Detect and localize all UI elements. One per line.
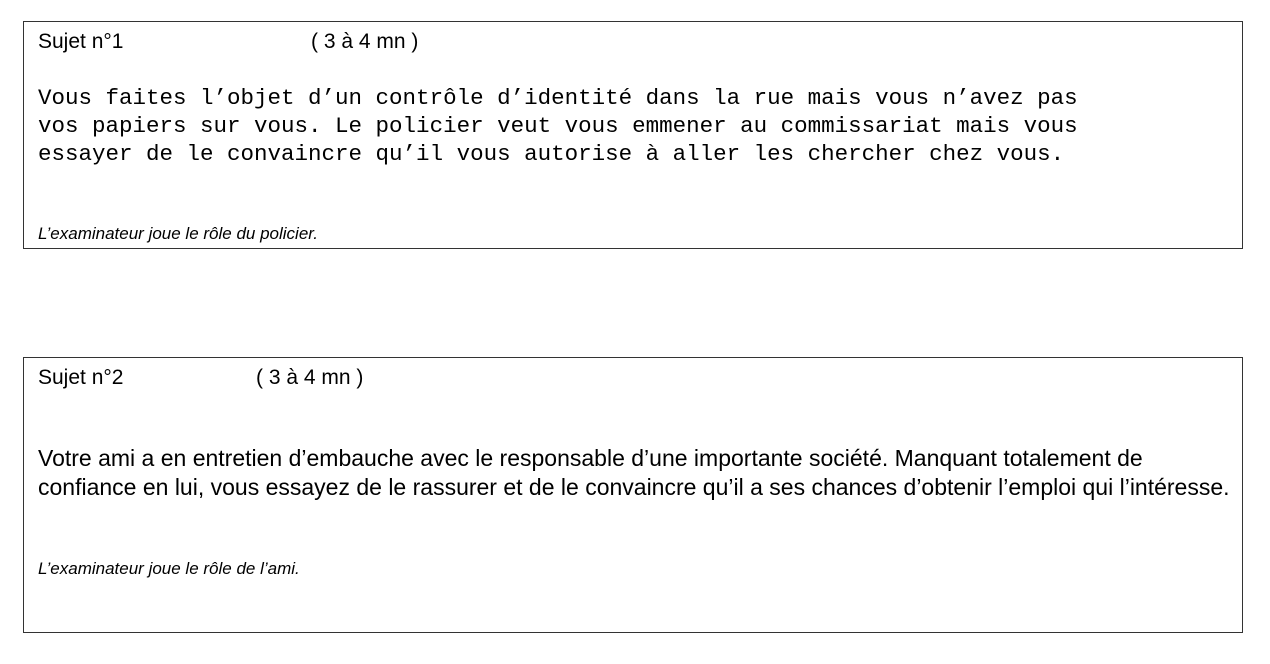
subject-1-text-line: essayer de le convaincre qu’il vous autorise à aller les chercher chez vous. [38,141,1065,167]
subject-1-title: Sujet n°1 [38,30,124,53]
subject-1-text-line: Vous faites l’objet d’un contrôle d’identité dans la rue mais vous n’avez pas [38,85,1078,111]
subject-1-box [23,21,1243,249]
subject-1-examiner-note: L’examinateur joue le rôle du policier. [38,224,319,243]
subject-2-text: Votre ami a en entretien d’embauche avec le responsable d’une importante société. Manquant totalement de confiance en lui, vous essayez de le rassurer et de le convaincre qu’il a ses chances d’obtenir l’emploi qui l’intéresse. [38,445,1230,500]
subject-2-title: Sujet n°2 [38,366,124,389]
subject-2-box [23,357,1243,633]
subject-1-text [38,84,1228,168]
subject-2-duration: ( 3 à 4 mn ) [256,366,364,389]
subject-1-duration: ( 3 à 4 mn ) [311,30,419,53]
subject-1-text-line: vos papiers sur vous. Le policier veut vous emmener au commissariat mais vous [38,113,1078,139]
subject-2-examiner-note: L’examinateur joue le rôle de l’ami. [38,559,300,578]
